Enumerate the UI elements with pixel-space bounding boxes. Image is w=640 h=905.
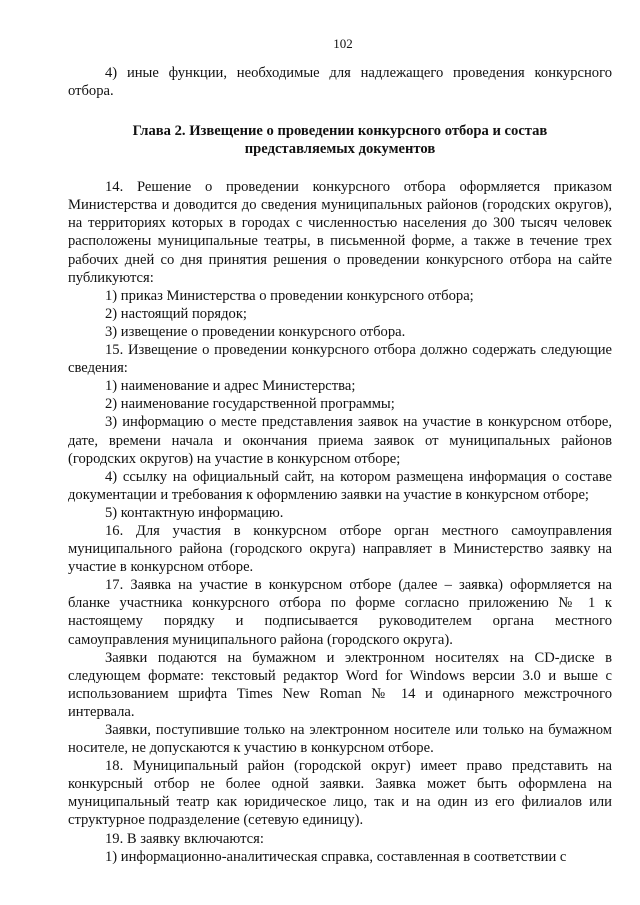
paragraph-17-submission: Заявки подаются на бумажном и электронном носителях на CD-диске в следующем формате: текстовый редактор Word for Windows версии 3.0 и выше с использованием шрифта Times New Roman № 14 и одинарного межстрочного интервала. bbox=[68, 649, 612, 720]
paragraph-17: 17. Заявка на участие в конкурсном отборе (далее – заявка) оформляется на бланке участника конкурсного отбора по форме согласно приложению № 1 к настоящему порядку и подписывается руководителем органа местного самоуправления муниципального района (городского округа). bbox=[68, 577, 612, 648]
paragraph-16: 16. Для участия в конкурсном отборе орган местного самоуправления муниципального района (городского округа) направляет в Министерство заявку на участие в конкурсном отборе. bbox=[68, 522, 612, 576]
list-item-19-1: 1) информационно-аналитическая справка, составленная в соответствии с bbox=[105, 848, 567, 865]
paragraph-18: 18. Муниципальный район (городской округ) имеет право представить на конкурсный отбор не более одной заявки. Заявка может быть оформлена на муниципальный театр как юридическое лицо, так и на один из его филиалов или структурное подразделение (сетевую единицу). bbox=[68, 758, 612, 829]
list-item-15-3: 3) информацию о месте представления заявок на участие в конкурсном отборе, дате, времени начала и окончания приема заявок от муниципальных районов (городских округов) на участие в конкурсном отборе; bbox=[68, 414, 612, 467]
paragraph-17-rejection: Заявки, поступившие только на электронном носителе или только на бумажном носителе, не допускаются к участию в конкурсном отборе. bbox=[68, 722, 612, 757]
list-item-15-1: 1) наименование и адрес Министерства; bbox=[105, 378, 356, 395]
list-item-14-1: 1) приказ Министерства о проведении конкурсного отбора; bbox=[105, 287, 474, 304]
list-item-15-4: 4) ссылку на официальный сайт, на котором размещена информация о составе документации и требования к оформлению заявки на участие в конкурсном отборе; bbox=[68, 468, 612, 503]
document-page bbox=[68, 36, 612, 866]
page-number: 102 bbox=[333, 36, 353, 51]
list-item-15-5: 5) контактную информацию. bbox=[105, 504, 284, 521]
paragraph-19: 19. В заявку включаются: bbox=[105, 830, 264, 847]
list-item-14-3: 3) извещение о проведении конкурсного отбора. bbox=[105, 323, 406, 340]
list-item-15-2: 2) наименование государственной программы; bbox=[105, 396, 395, 413]
paragraph-14: 14. Решение о проведении конкурсного отбора оформляется приказом Министерства и доводится до сведения муниципальных районов (городских округов), на территориях которых в городах с численностью населения до 300 тысяч человек расположены муниципальные театры, в письменной форме, а также в течение трех рабочих дней со дня принятия решения о проведении конкурсного отбора на сайте публикуются: bbox=[68, 179, 612, 286]
intro-paragraph: 4) иные функции, необходимые для надлежащего проведения конкурсного отбора. bbox=[68, 65, 612, 100]
list-item-14-2: 2) настоящий порядок; bbox=[105, 305, 247, 322]
chapter-heading: Глава 2. Извещение о проведении конкурсного отбора и состав представляемых документов bbox=[132, 123, 548, 158]
paragraph-15: 15. Извещение о проведении конкурсного отбора должно содержать следующие сведения: bbox=[68, 342, 612, 377]
